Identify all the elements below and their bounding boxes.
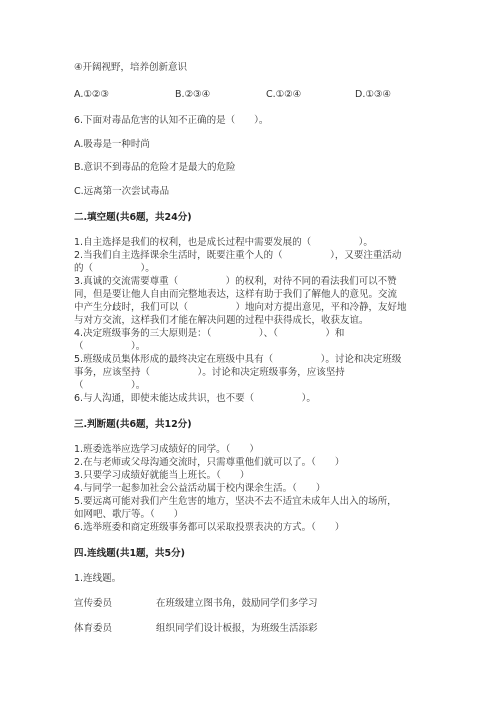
q6-option-c: C.远离第一次尝试毒品 — [74, 186, 170, 197]
s4-intro: 1.连线题。 — [74, 573, 122, 584]
s3-line: 如网吧、歌厅等。（ ） — [74, 509, 184, 520]
q5-option-a: A.①②③ — [74, 89, 109, 100]
s2-line: 4.决定班级事务的三大原则是：（ ）、（ ）和 — [74, 328, 345, 339]
s2-line: 3.真诚的交流需要尊重（ ）的权利，对待不同的看法我们可以不赞 — [74, 276, 397, 287]
q6-option-a: A.吸毒是一种时尚 — [74, 139, 150, 150]
s2-line: 中产生分歧时，我们可以（ ）地向对方提出意见，平和冷静，友好地 — [74, 302, 407, 313]
match-right-desc: 组织同学们设计板报，为班级生活添彩 — [156, 623, 318, 634]
s2-line: 1.自主选择是我们的权利，也是成长过程中需要发展的（ ）。 — [74, 237, 373, 248]
match-left-label: 宣传委员 — [74, 598, 113, 609]
q5-option-b: B.②③④ — [175, 89, 211, 100]
s3-line: 1.班委选举应选学习成绩好的同学。（ ） — [74, 444, 259, 455]
q6-option-b: B.意识不到毒品的危险才是最大的危险 — [74, 162, 236, 173]
section-2-title: 二.填空题(共6题，共24分) — [74, 212, 192, 223]
s3-line: 4.与同学一起参加社会公益活动属于校内课余生活。（ ） — [74, 483, 326, 494]
s2-line: 2.当我们自主选择课余生活时，既要注重个人的（ ），又要注重活动 — [74, 250, 402, 261]
match-right-desc: 在班级建立图书角，鼓励同学们多学习 — [156, 598, 318, 609]
s3-line: 5.要远离可能对我们产生危害的地方，坚决不去不适宜未成年人出入的场所， — [74, 496, 397, 507]
s2-line: 事务，应该坚持（ ）。讨论和决定班级事务，应该坚持 — [74, 367, 345, 378]
s2-line: 6.与人沟通，即使未能达成共识，也不要（ ）。 — [74, 393, 316, 404]
s2-line: 同，但是要让他人自由而完整地表达，这样有助于我们了解他人的意见。交流 — [74, 289, 398, 300]
section-3-title: 三.判断题(共6题，共12分) — [74, 419, 192, 430]
q5-item-4: ④开阔视野，培养创新意识 — [74, 62, 188, 73]
s2-line: （ ）。 — [74, 341, 146, 352]
s2-line: 与对方交流，这样我们才能在解决问题的过程中获得成长，收获友谊。 — [74, 315, 369, 326]
match-left-label: 体育委员 — [74, 623, 113, 634]
s3-line: 2.在与老师或父母沟通交流时，只需尊重他们就可以了。（ ） — [74, 457, 345, 468]
s2-line: 5.班级成员集体形成的最终决定在班级中具有（ ）。讨论和决定班级 — [74, 354, 402, 365]
s2-line: 的（ ）。 — [74, 263, 155, 274]
q6-stem: 6.下面对毒品危害的认知不正确的是（ ）。 — [74, 115, 269, 126]
s2-line: （ ）。 — [74, 380, 146, 391]
q5-option-d: D.①③④ — [355, 89, 391, 100]
q5-option-c: C.①②④ — [266, 89, 302, 100]
s3-line: 6.选举班委和商定班级事务都可以采取投票表决的方式。（ ） — [74, 522, 345, 533]
s3-line: 3.只要学习成绩好就能当上班长。（ ） — [74, 470, 250, 481]
section-4-title: 四.连线题(共1题，共5分) — [74, 548, 186, 559]
